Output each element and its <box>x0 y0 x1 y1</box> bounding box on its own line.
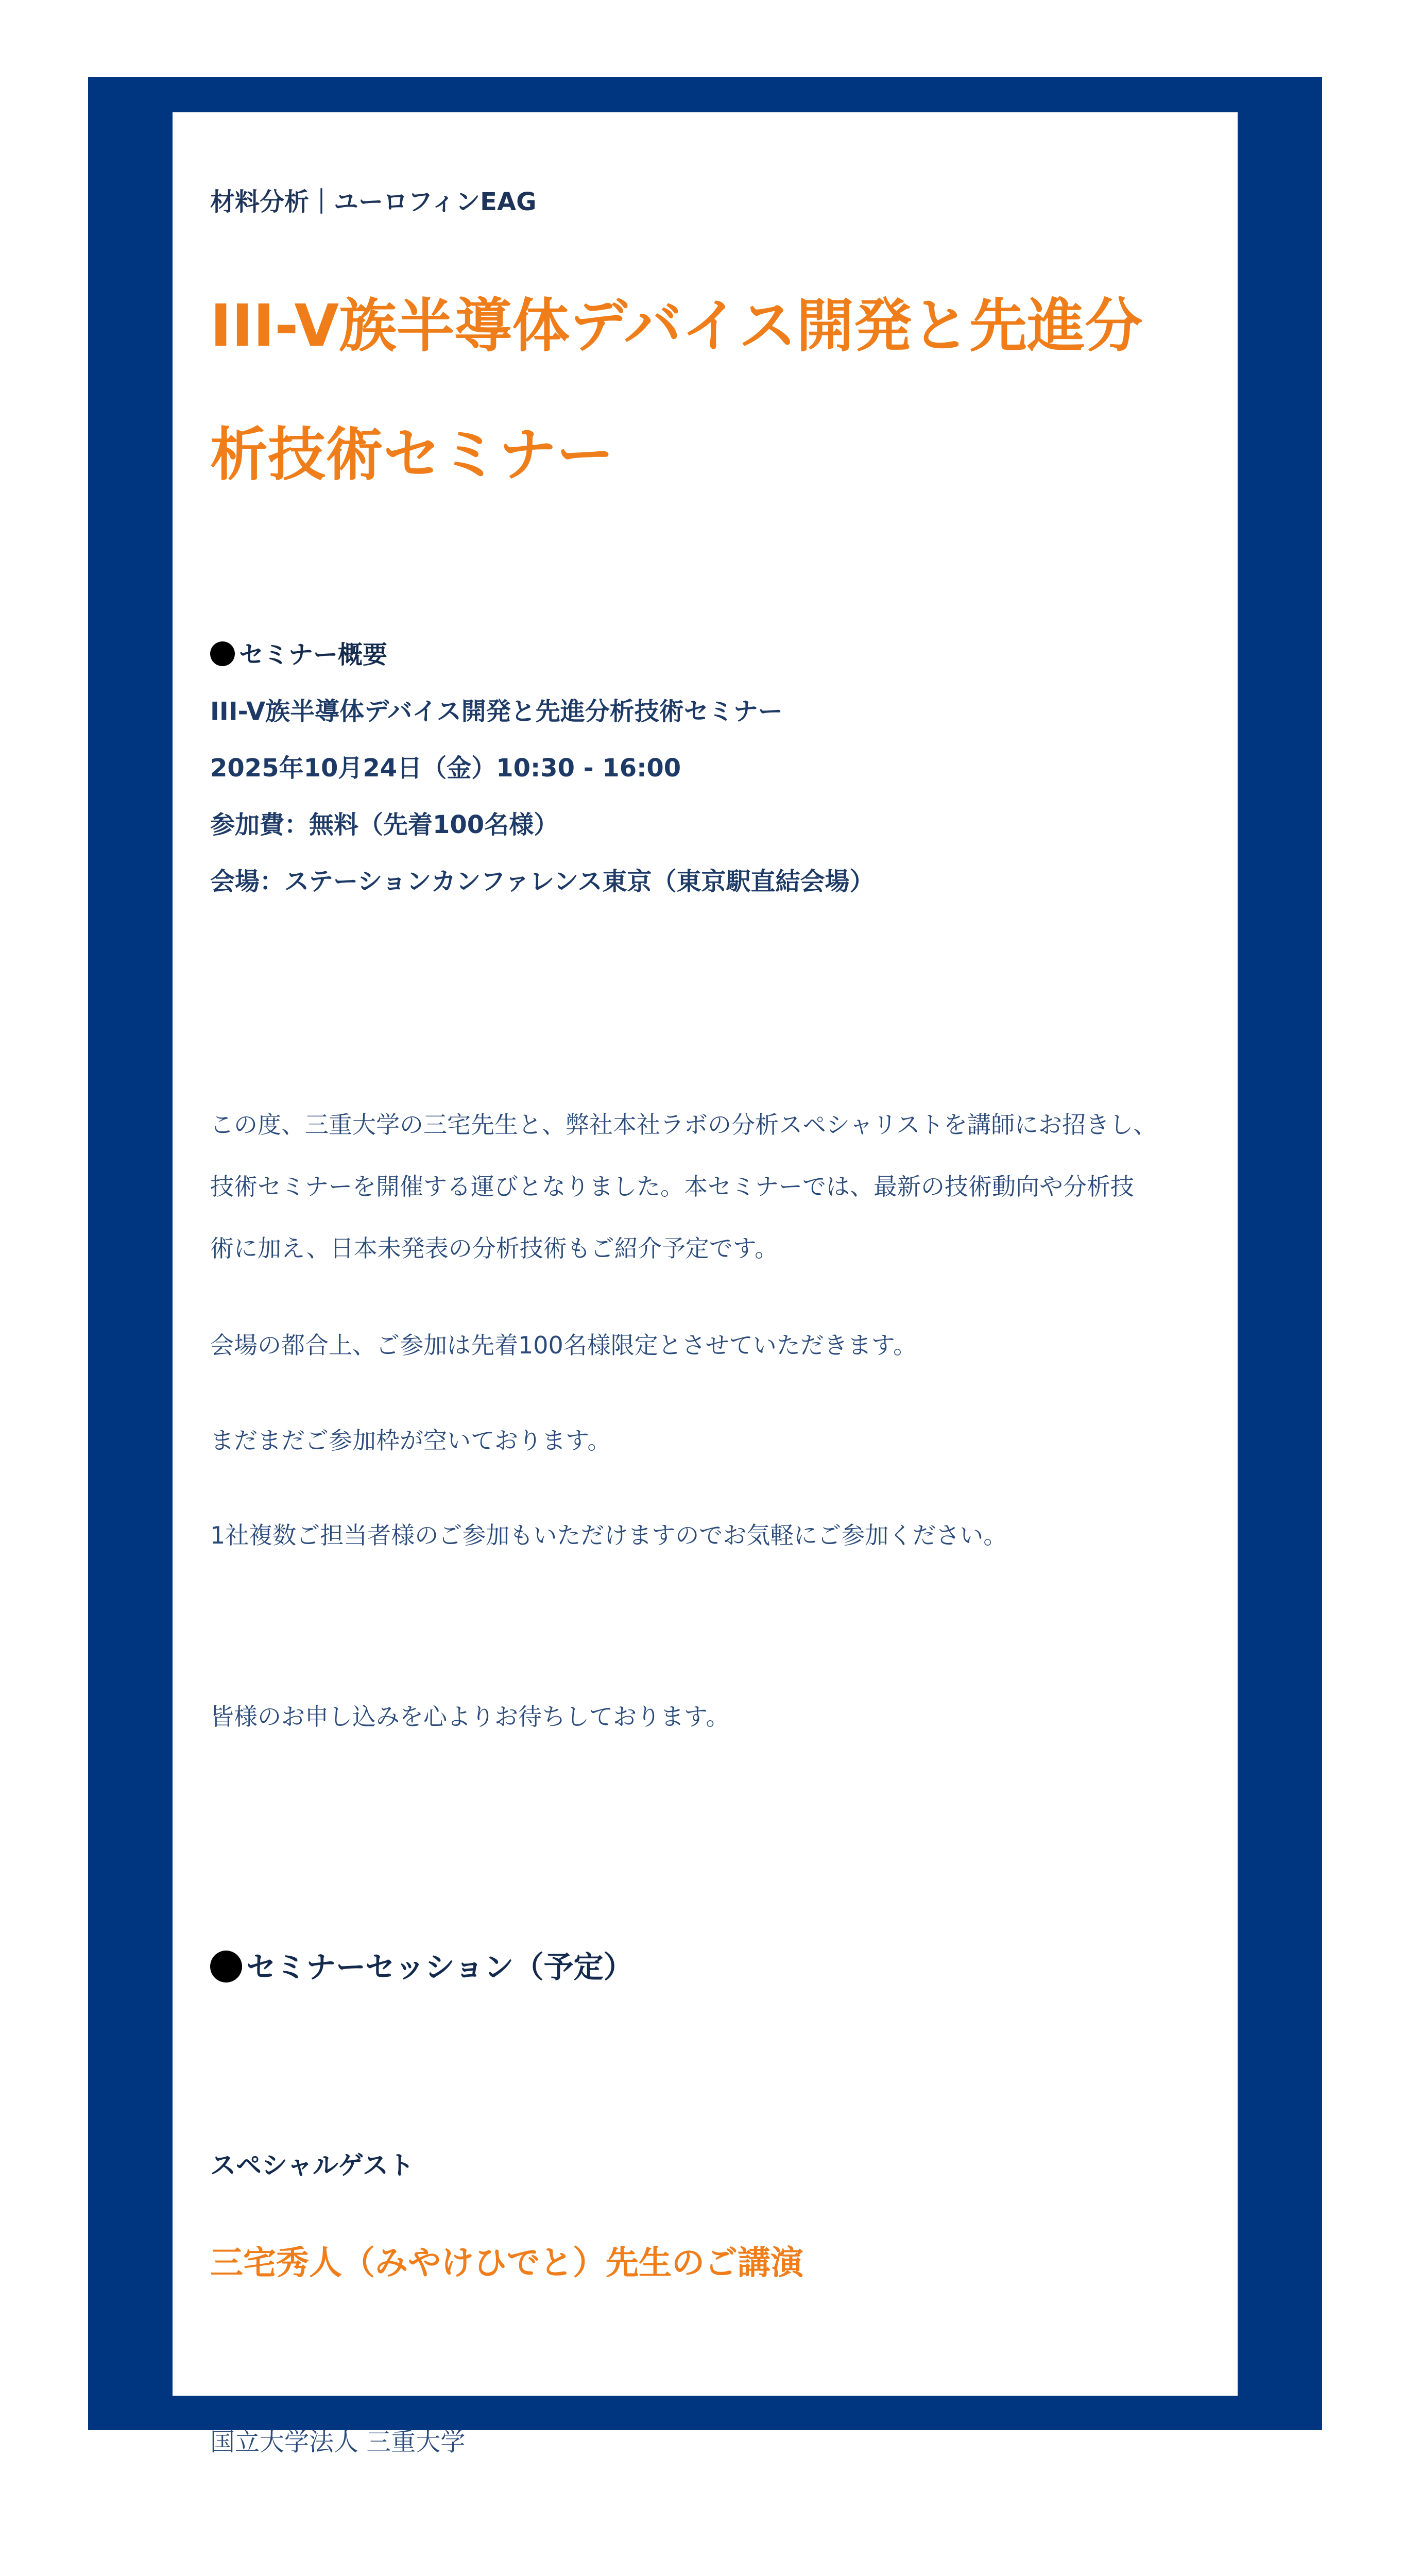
seminar-name: III-V族半導体デバイス開発と先進分析技術セミナー <box>210 697 783 726</box>
special-guest-label: スペシャルゲスト <box>210 2150 414 2180</box>
bullet-icon <box>210 641 235 666</box>
intro-line-3: 術に加え、日本未発表の分析技術もご紹介予定です。 <box>210 1234 779 1262</box>
bullet-icon <box>210 1951 242 1982</box>
content-card <box>173 112 1238 2456</box>
capacity-paragraph: 会場の都合上、ご参加は先着100名様限定とさせていただきます。 <box>210 1331 917 1359</box>
intro-line-1: この度、三重大学の三宅先生と、弊社本社ラボの分析スペシャリストを講師にお招きし、 <box>210 1111 1157 1139</box>
sessions-heading-text: セミナーセッション（予定） <box>246 1950 633 1985</box>
multiple-attendees-paragraph: 1社複数ご担当者様のご参加もいただけますのでお気軽にご参加ください。 <box>210 1521 1007 1549</box>
source-label: 材料分析｜ユーロフィンEAG <box>210 188 537 216</box>
seminar-datetime: 2025年10月24日（金）10:30 - 16:00 <box>210 754 681 783</box>
intro-line-2: 技術セミナーを開催する運びとなりました。本セミナーでは、最新の技術動向や分析技 <box>210 1173 1134 1200</box>
page-title-line-2: 析技術セミナー <box>210 421 614 488</box>
availability-paragraph: まだまだご参加枠が空いております。 <box>210 1427 611 1454</box>
guest-affiliation <box>210 2303 465 2576</box>
sessions-heading <box>210 1939 633 1995</box>
intro-paragraph <box>210 1094 1209 1279</box>
seminar-venue: 会場：ステーションカンファレンス東京（東京駅直結会場） <box>210 867 875 896</box>
guest-talk-title: 三宅秀人（みやけひでと）先生のご講演 <box>210 2244 803 2282</box>
seminar-fee: 参加費：無料（先着100名様） <box>210 810 559 839</box>
closing-paragraph: 皆様のお申し込みを心よりお待ちしております。 <box>210 1703 730 1731</box>
overview-heading <box>210 626 1209 683</box>
seminar-overview <box>210 626 1209 910</box>
page-title <box>210 262 1209 519</box>
overview-heading-text: セミナー概要 <box>239 640 388 669</box>
affiliation-line-1: 国立大学法人 三重大学 <box>210 2428 466 2456</box>
page-title-line-1: III-V族半導体デバイス開発と先進分 <box>210 293 1143 360</box>
